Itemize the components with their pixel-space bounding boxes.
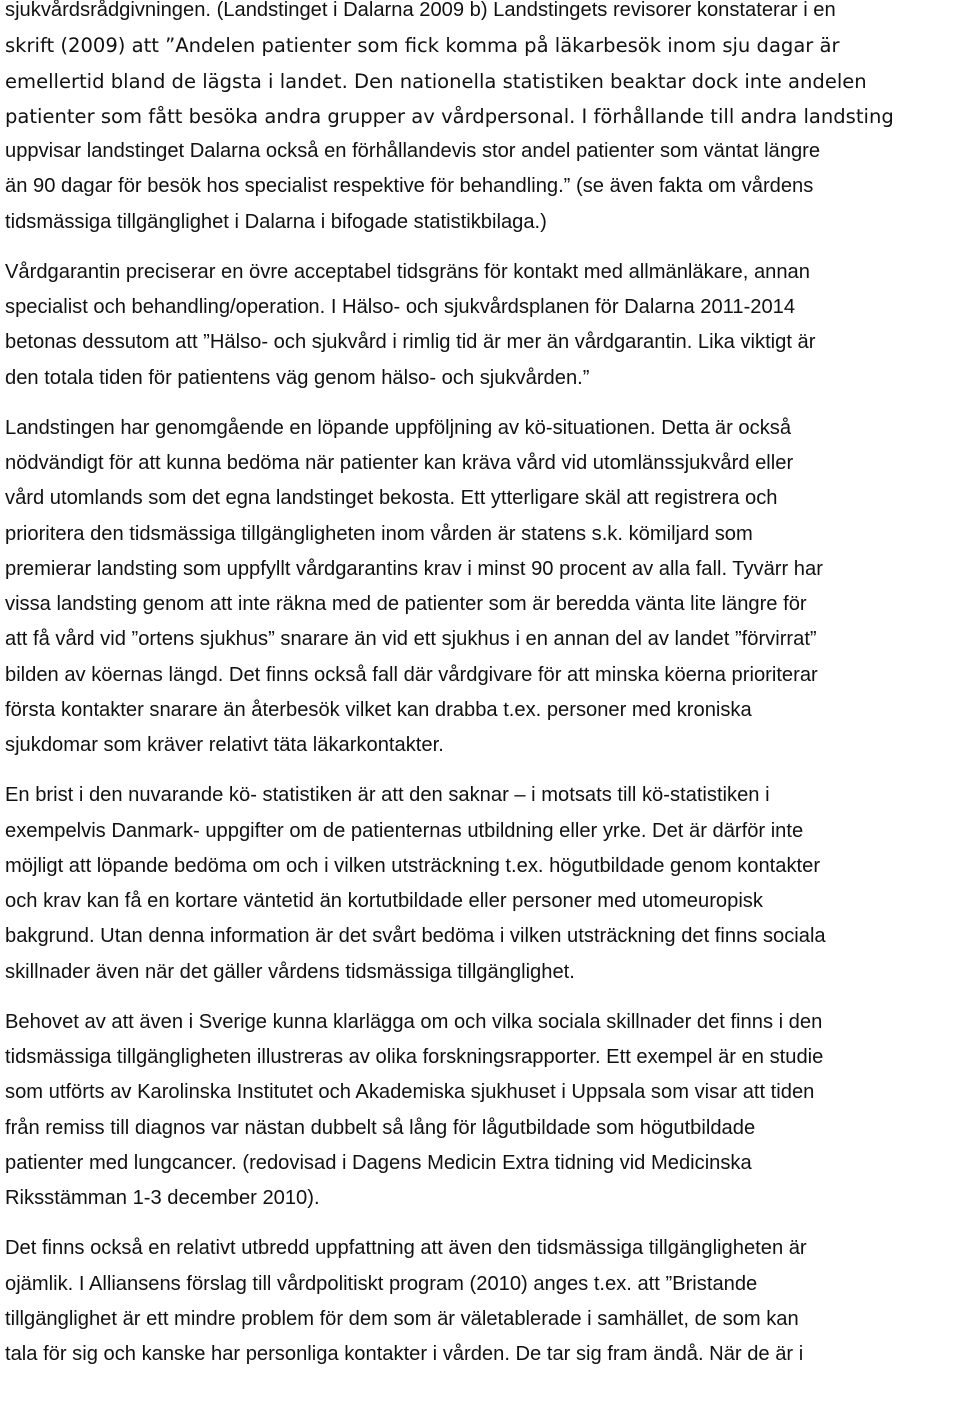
text-line: Riksstämman 1-3 december 2010).: [5, 1187, 320, 1209]
text-line: som utförts av Karolinska Institutet och Akademiska sjukhuset i Uppsala som visar att tiden: [5, 1081, 815, 1104]
paragraph-6: [5, 1231, 957, 1372]
text-line: tillgänglighet är ett mindre problem för dem som är väletablerade i samhället, de som kan: [5, 1307, 799, 1330]
text-line: sjukvårdsrådgivningen. (Landstinget i Dalarna 2009 b) Landstingets revisorer konstaterar i en: [5, 0, 836, 21]
text-line: Behovet av att även i Sverige kunna klarlägga om och vilka sociala skillnader det finns i den: [5, 1010, 823, 1033]
text-line: från remiss till diagnos var nästan dubbelt så lång för lågutbildade som högutbildade: [5, 1116, 756, 1139]
text-line: patienter som fått besöka andra grupper av vårdpersonal. I förhållande till andra landsting: [5, 104, 894, 128]
text-line: möjligt att löpande bedöma om och i vilken utsträckning t.ex. högutbildade genom kontakter: [5, 854, 821, 877]
text-line: och krav kan få en kortare väntetid än kortutbildade eller personer med utomeuropisk: [5, 890, 763, 912]
paragraph-1: [5, 0, 957, 240]
text-line: prioritera den tidsmässiga tillgängligheten inom vården är statens s.k. kömiljard som: [5, 522, 753, 545]
text-line: skrift (2009) att ”Andelen patienter som fick komma på läkarbesök inom sju dagar är: [5, 34, 840, 58]
text-line: att få vård vid ”ortens sjukhus” snarare än vid ett sjukhus i en annan del av landet ”förvirrat”: [5, 628, 817, 651]
text-line: Vårdgarantin preciserar en övre acceptabel tidsgräns för kontakt med allmänläkare, annan: [5, 260, 810, 283]
paragraph-2: [5, 255, 957, 396]
document-page: [5, 0, 957, 1372]
paragraph-3: [5, 411, 957, 764]
text-line: vård utomlands som det egna landstinget bekosta. Ett ytterligare skäl att registrera och: [5, 487, 778, 510]
text-line: den totala tiden för patientens väg genom hälso- och sjukvården.”: [5, 366, 590, 389]
text-line: vissa landsting genom att inte räkna med de patienter som är beredda vänta lite längre för: [5, 593, 807, 615]
text-line: patienter med lungcancer. (redovisad i Dagens Medicin Extra tidning vid Medicinska: [5, 1151, 752, 1174]
text-line: Det finns också en relativt utbredd uppfattning att även den tidsmässiga tillgängligheten är: [5, 1237, 807, 1260]
paragraph-5: [5, 1005, 957, 1217]
text-line: bilden av köernas längd. Det finns också fall där vårdgivare för att minska köerna prioriterar: [5, 663, 818, 686]
text-line: skillnader även när det gäller vårdens tidsmässiga tillgänglighet.: [5, 960, 575, 983]
text-line: premierar landsting som uppfyllt vårdgarantins krav i minst 90 procent av alla fall. Tyvärr har: [5, 557, 823, 580]
text-line: uppvisar landstinget Dalarna också en förhållandevis stor andel patienter som väntat längre: [5, 140, 821, 162]
text-line: emellertid bland de lägsta i landet. Den nationella statistiken beaktar dock inte andelen: [5, 69, 867, 93]
text-line: betonas dessutom att ”Hälso- och sjukvård i rimlig tid är mer än vårdgarantin. Lika viktigt är: [5, 331, 816, 354]
paragraph-4: [5, 778, 957, 990]
text-line: tala för sig och kanske har personliga kontakter i vården. De tar sig fram ändå. När de är i: [5, 1343, 804, 1365]
text-line: nödvändigt för att kunna bedöma när patienter kan kräva vård vid utomlänssjukvård eller: [5, 452, 794, 474]
text-line: ojämlik. I Alliansens förslag till vårdpolitiskt program (2010) anges t.ex. att ”Bristande: [5, 1272, 758, 1295]
text-line: än 90 dagar för besök hos specialist respektive för behandling.” (se även fakta om vårdens: [5, 175, 814, 198]
text-line: En brist i den nuvarande kö- statistiken är att den saknar – i motsats till kö-statistiken i: [5, 784, 770, 807]
text-line: specialist och behandling/operation. I Hälso- och sjukvårdsplanen för Dalarna 2011-2014: [5, 296, 796, 318]
text-line: tidsmässiga tillgängligheten illustreras av olika forskningsrapporter. Ett exempel är en studie: [5, 1046, 824, 1068]
text-line: exempelvis Danmark- uppgifter om de patienternas utbildning eller yrke. Det är därför inte: [5, 819, 804, 842]
text-line: bakgrund. Utan denna information är det svårt bedöma i vilken utsträckning det finns sociala: [5, 925, 826, 948]
text-line: Landstingen har genomgående en löpande uppföljning av kö-situationen. Detta är också: [5, 416, 792, 439]
text-line: första kontakter snarare än återbesök vilket kan drabba t.ex. personer med kroniska: [5, 698, 752, 721]
text-line: sjukdomar som kräver relativt täta läkarkontakter.: [5, 734, 444, 756]
text-line: tidsmässiga tillgänglighet i Dalarna i bifogade statistikbilaga.): [5, 210, 547, 233]
